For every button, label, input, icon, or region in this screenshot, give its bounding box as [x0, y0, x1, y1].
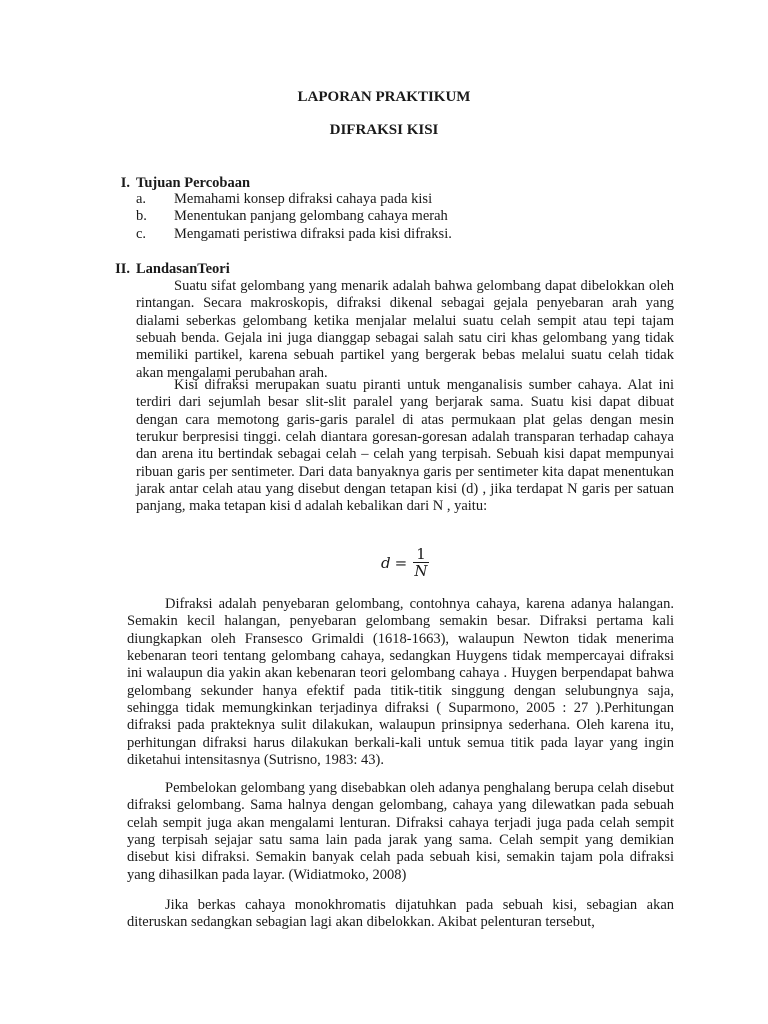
report-subtitle: DIFRAKSI KISI	[329, 122, 439, 138]
list-marker: b.	[136, 208, 147, 225]
list-marker: c.	[136, 225, 147, 242]
paragraph-2: Kisi difraksi merupakan suatu piranti untuk menganalisis sumber cahaya. Alat ini terdiri dari sejumlah besar slit-slit paralel yang berjarak sama. Suatu kisi dapat dibuat dengan cara memotong garis-garis paralel di atas permukaan plat gelas dengan mesin terukur berpresisi tinggi. celah diantara goresan-goresan adalah transparan terhadap cahaya dan arena itu bertindak sebagai celah – celah yang terpisah. Sebuah kisi dapat mempunyai ribuan garis per sentimeter. Dari data banyaknya garis per sentimeter kita dapat menentukan jarak antar celah atau yang disebut dengan tetapan kisi (d) , jika terdapat N garis per satuan panjang, maka tetapan kisi d adalah kebalikan dari N , yaitu:	[136, 377, 674, 515]
formula-fraction	[413, 546, 429, 579]
list-item	[136, 226, 452, 243]
section-1-number: I.	[120, 175, 130, 191]
section-2-number: II.	[115, 261, 130, 277]
section-1-title: Tujuan Percobaan	[136, 175, 251, 191]
list-item	[136, 191, 452, 208]
paragraph-5: Jika berkas cahaya monokhromatis dijatuhkan pada sebuah kisi, sebagian akan diteruskan sedangkan sebagian lagi akan dibelokkan. Akibat pelenturan tersebut,	[127, 897, 674, 931]
list-item	[136, 208, 452, 225]
section-2-title: LandasanTeori	[136, 261, 230, 277]
report-title: LAPORAN PRAKTIKUM	[297, 89, 471, 105]
list-item-text: Mengamati peristiwa difraksi pada kisi difraksi.	[174, 225, 452, 242]
section-1-heading	[108, 175, 250, 192]
objectives-list	[136, 191, 452, 243]
section-2-heading	[108, 261, 230, 278]
list-marker: a.	[136, 191, 147, 207]
paragraph-3: Difraksi adalah penyebaran gelombang, contohnya cahaya, karena adanya halangan. Semakin kecil halangan, penyebaran gelombang semakin besar. Difraksi pertama kali diungkapkan oleh Fransesco Grimaldi (1618-1663), walaupun Newton tidak menerima kebenaran teori tentang gelombang cahaya, sedangkan Huygens tidak mempercayai difraksi ini walaupun dia yakin akan kebenaran teori gelombang cahaya . Huygen berpendapat bahwa gelombang sekunder hanya efektif pada titik-titik singgung dengan selubungnya saja, sehingga tidak memungkinkan terjadinya difraksi ( Suparmono, 2005 : 27 ).Perhitungan difraksi pada prakteknya sulit dilakukan, walaupun prinsipnya sederhana. Oleh karena itu, perhitungan difraksi harus dilakukan berkali-kali untuk semua titik pada layar yang ingin diketahui intensitasnya (Sutrisno, 1983: 43).	[127, 596, 674, 769]
list-item-text: Menentukan panjang gelombang cahaya merah	[174, 208, 448, 225]
paragraph-4: Pembelokan gelombang yang disebabkan oleh adanya penghalang berupa celah disebut difraksi gelombang. Sama halnya dengan gelombang, cahaya yang dilewatkan pada sebuah celah sempit juga akan mengalami lenturan. Difraksi cahaya terjadi juga pada celah sempit yang terpisah sejajar satu sama lain pada jarak yang sama. Celah sempit yang demikian disebut kisi difraksi. Semakin banyak celah pada sebuah kisi, semakin tajam pola difraksi yang dihasilkan pada layar. (Widiatmoko, 2008)	[127, 780, 674, 883]
formula-equals: =	[394, 553, 408, 572]
paragraph-1: Suatu sifat gelombang yang menarik adalah bahwa gelombang dapat dibelokkan oleh rintangan. Secara makroskopis, difraksi dikenal sebagai gejala penyebaran arah yang dialami seberkas gelombang ketika menjalar melalui suatu celah sempit atau tepi tajam sebuah benda. Gejala ini juga dianggap sebagai salah satu ciri khas gelombang yang tidak memiliki partikel, karena sebuah partikel yang bergerak bebas melalui suatu celah tidak akan mengalami perubahan arah.	[136, 278, 674, 381]
formula-denominator: N	[414, 562, 428, 580]
grating-constant-formula	[381, 546, 429, 579]
formula-numerator: 1	[413, 546, 429, 563]
formula-lhs: d	[381, 553, 391, 572]
list-item-text: Memahami konsep difraksi cahaya pada kisi	[174, 191, 433, 207]
